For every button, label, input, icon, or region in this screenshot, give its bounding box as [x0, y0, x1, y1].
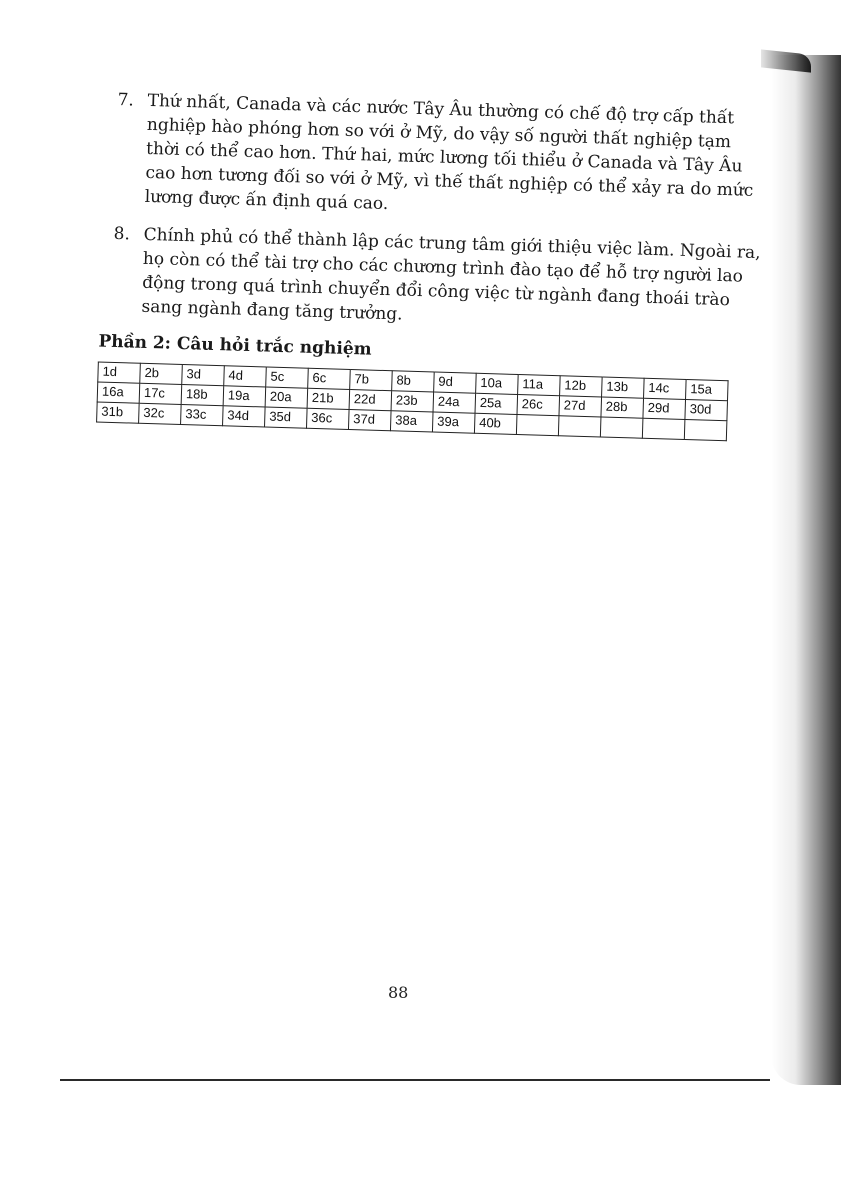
answer-cell: 32c	[139, 403, 182, 424]
page-number: 88	[388, 983, 409, 1002]
binding-shadow	[771, 55, 841, 1085]
answer-cell	[516, 414, 559, 435]
answer-cell: 6c	[308, 368, 351, 389]
answer-cell: 39a	[432, 412, 475, 433]
answer-cell: 29d	[643, 398, 686, 419]
answer-cell: 15a	[686, 379, 729, 400]
answer-cell	[684, 419, 727, 440]
answer-cell: 21b	[307, 388, 350, 409]
answer-cell: 27d	[559, 396, 602, 417]
answer-cell: 16a	[97, 382, 140, 403]
answer-key-table	[96, 362, 729, 442]
answer-cell: 10a	[476, 373, 519, 394]
answer-cell: 3d	[182, 365, 225, 386]
answer-cell: 26c	[517, 394, 560, 415]
answer-cell: 13b	[602, 377, 645, 398]
answer-cell: 5c	[266, 367, 309, 388]
answer-cell: 12b	[560, 376, 603, 397]
answer-item-7	[114, 88, 767, 227]
answer-cell: 28b	[601, 397, 644, 418]
answer-item-8	[111, 222, 764, 337]
answer-cell: 14c	[644, 378, 687, 399]
answer-cell: 2b	[140, 363, 183, 384]
answer-cell: 30d	[685, 399, 728, 420]
answer-cell	[558, 416, 601, 437]
answer-cell: 1d	[98, 362, 141, 383]
answer-cell: 33c	[181, 405, 224, 426]
answer-cell: 18b	[181, 385, 224, 406]
answer-cell: 35d	[265, 407, 308, 428]
answer-cell	[600, 417, 643, 438]
item-number: 8.	[113, 223, 131, 245]
answer-cell: 31b	[97, 402, 140, 423]
answer-cell: 40b	[474, 413, 517, 434]
page-bottom-edge	[60, 1079, 770, 1081]
answer-cell: 36c	[306, 408, 349, 429]
answer-cell: 19a	[223, 386, 266, 407]
answer-cell: 7b	[350, 370, 393, 391]
item-number: 7.	[117, 89, 135, 111]
answer-cell: 4d	[224, 366, 267, 387]
answer-cell: 22d	[349, 390, 392, 411]
answer-cell: 34d	[223, 406, 266, 427]
answer-cell: 23b	[391, 391, 434, 412]
answer-cell: 11a	[518, 374, 561, 395]
answer-cell: 9d	[434, 372, 477, 393]
answer-cell: 20a	[265, 387, 308, 408]
section-heading: Phần 2: Câu hỏi trắc nghiệm	[98, 331, 372, 360]
page-content	[98, 88, 768, 442]
item-text: Chính phủ có thể thành lập các trung tâm giới thiệu việc làm. Ngoài ra, họ còn có thể tài trợ cho các chương trình đào tạo để hỗ trợ người lao động trong quá trình chuyển đổi công việc từ ngành đang thoái trào sang ngành đang tăng trưởng.	[141, 224, 761, 325]
answer-cell: 24a	[433, 392, 476, 413]
answer-cell	[642, 418, 685, 439]
binding-shadow-top	[761, 49, 811, 72]
answer-cell: 8b	[392, 371, 435, 392]
answer-cell: 37d	[348, 409, 391, 430]
answer-cell: 25a	[475, 393, 518, 414]
answer-cell: 38a	[390, 411, 433, 432]
item-text: Thứ nhất, Canada và các nước Tây Âu thường có chế độ trợ cấp thất nghiệp hào phóng hơn so với ở Mỹ, do vậy số người thất nghiệp tạm thời có thể cao hơn. Thứ hai, mức lương tối thiểu ở Canada và Tây Âu cao hơn tương đối so với ở Mỹ, vì thế thất nghiệp có thể xảy ra do mức lương được ấn định quá cao.	[144, 90, 754, 215]
answer-cell: 17c	[139, 383, 182, 404]
